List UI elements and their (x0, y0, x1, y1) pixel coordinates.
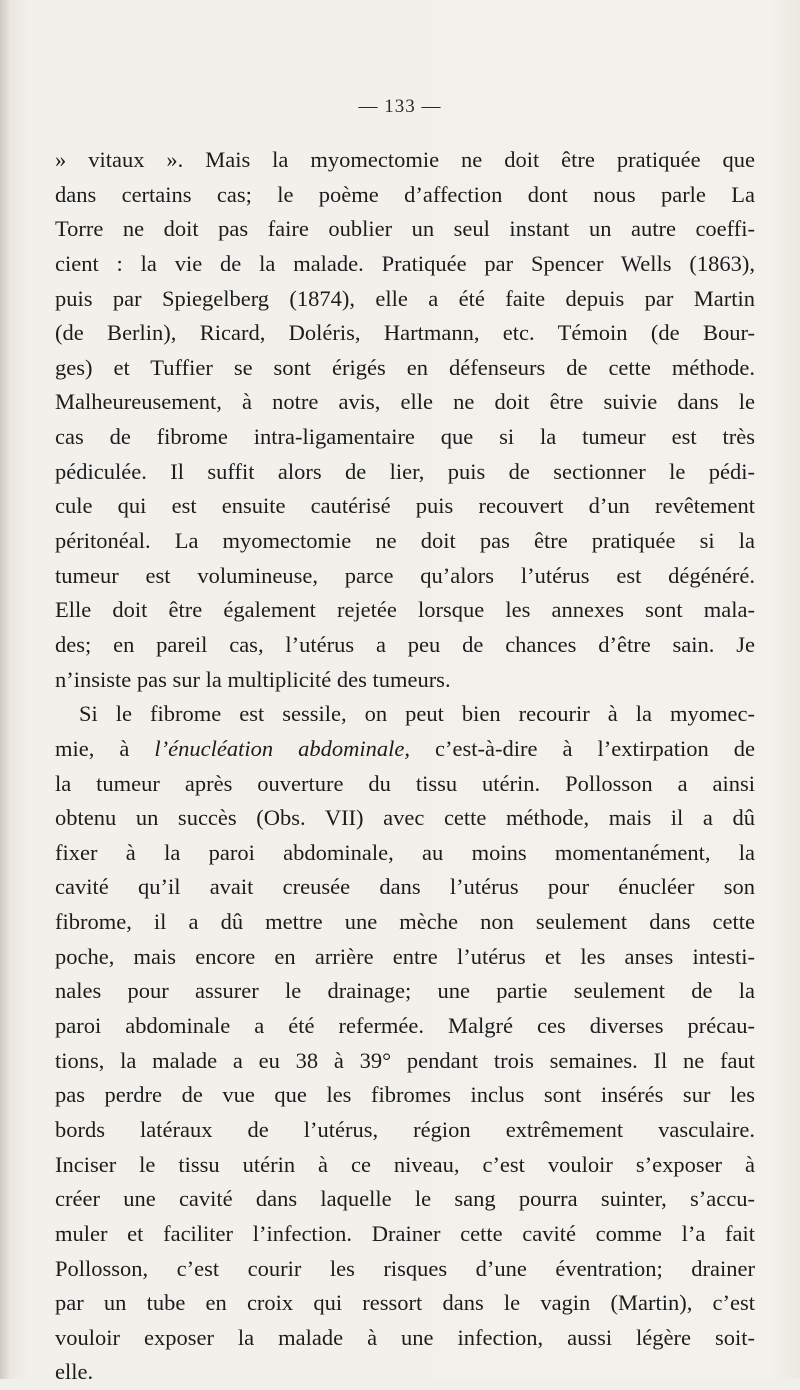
text-line: bords latéraux de l’utérus, région extrêmement vasculaire. (55, 1116, 755, 1142)
text-line: poche, mais encore en arrière entre l’utérus et les anses intesti- (55, 943, 755, 969)
text-line: (de Berlin), Ricard, Doléris, Hartmann, etc. Témoin (de Bour- (55, 320, 755, 346)
text-line: Inciser le tissu utérin à ce niveau, c’est vouloir s’exposer à (55, 1151, 755, 1177)
page-edge-shadow (0, 0, 10, 1379)
text-line: Pollosson, c’est courir les risques d’une éventration; drainer (55, 1255, 755, 1281)
text-line: puis par Spiegelberg (1874), elle a été faite depuis par Martin (55, 285, 755, 311)
text-line: péritonéal. La myomectomie ne doit pas être pratiquée si la (55, 528, 755, 554)
text-line: nales pour assurer le drainage; une partie seulement de la (55, 978, 755, 1004)
body-text (55, 143, 755, 1390)
paragraph-start-line: Si le fibrome est sessile, on peut bien recourir à la myomec- (79, 701, 755, 727)
text-line: cavité qu’il avait creusée dans l’utérus pour énucléer son (55, 874, 755, 900)
text-line: Elle doit être également rejetée lorsque les annexes sont mala- (55, 597, 755, 623)
text-line: des; en pareil cas, l’utérus a peu de chances d’être sain. Je (55, 631, 755, 657)
paragraph-end-line: elle. (55, 1359, 94, 1385)
text-line: fibrome, il a dû mettre une mèche non seulement dans cette (55, 909, 755, 935)
text-line: tions, la malade a eu 38 à 39° pendant trois semaines. Il ne faut (55, 1047, 755, 1073)
text-line: la tumeur après ouverture du tissu utérin. Pollosson a ainsi (55, 770, 755, 796)
text-line: paroi abdominale a été refermée. Malgré ces diverses précau- (55, 1013, 755, 1039)
text-line: » vitaux ». Mais la myomectomie ne doit être pratiquée que (55, 147, 755, 172)
text-line: Malheureusement, à notre avis, elle ne doit être suivie dans le (55, 389, 755, 415)
text-line: tumeur est volumineuse, parce qu’alors l’utérus est dégénéré. (55, 562, 755, 588)
text-line: vouloir exposer la malade à une infection, aussi légère soit- (55, 1324, 755, 1350)
text-line: muler et faciliter l’infection. Drainer cette cavité comme l’a fait (55, 1220, 755, 1246)
page-number: — 133 — (358, 96, 442, 117)
text-line: Torre ne doit pas faire oublier un seul instant un autre coeffi- (55, 216, 755, 242)
text-line-with-italic (55, 732, 755, 767)
line-prefix: mie, à (55, 735, 155, 761)
text-line: pédiculée. Il suffit alors de lier, puis de sectionner le pédi- (55, 458, 755, 484)
text-line: cule qui est ensuite cautérisé puis recouvert d’un revêtement (55, 493, 755, 519)
text-line: obtenu un succès (Obs. VII) avec cette méthode, mais il a dû (55, 805, 755, 831)
text-line: ges) et Tuffier se sont érigés en défenseurs de cette méthode. (55, 354, 755, 380)
italic-term: l’énucléation abdominale, (154, 735, 411, 761)
paragraph-end-line: n’insiste pas sur la multiplicité des tumeurs. (55, 666, 451, 692)
text-line: cient : la vie de la malade. Pratiquée par Spencer Wells (1863), (55, 250, 755, 276)
text-line: créer une cavité dans laquelle le sang pourra suinter, s’accu- (55, 1186, 755, 1212)
text-line: cas de fibrome intra-ligamentaire que si la tumeur est très (55, 424, 755, 450)
text-line: pas perdre de vue que les fibromes inclus sont insérés sur les (55, 1082, 755, 1108)
text-line: dans certains cas; le poème d’affection dont nous parle La (55, 181, 755, 207)
text-line: par un tube en croix qui ressort dans le vagin (Martin), c’est (55, 1290, 755, 1316)
line-suffix: c’est-à-dire à l’extirpation de (410, 735, 755, 761)
text-line: fixer à la paroi abdominale, au moins momentanément, la (55, 839, 755, 865)
